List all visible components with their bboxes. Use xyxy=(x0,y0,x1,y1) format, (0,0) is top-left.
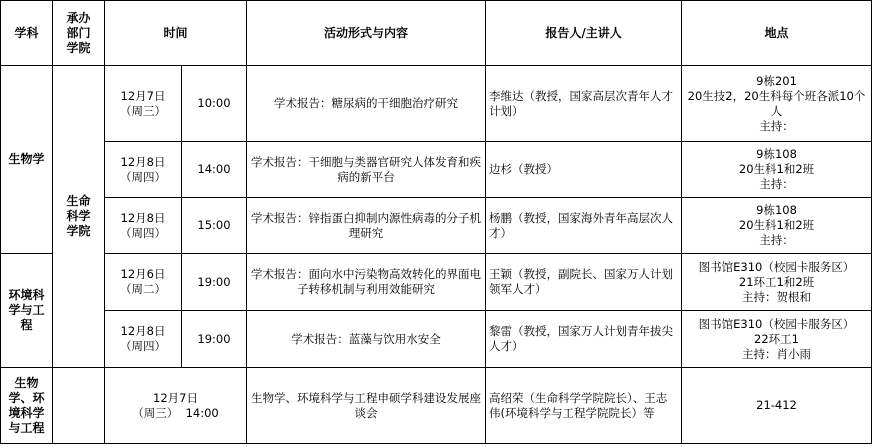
table-row xyxy=(1,254,872,311)
content-cell: 学术报告：干细胞与类器官研究人体发育和疾病的新平台 xyxy=(247,142,486,198)
location-cell: 图书馆E310（校园卡服务区） 22环工1 主持：肖小雨 xyxy=(682,311,872,368)
content-cell: 学术报告：面向水中污染物高效转化的界面电子转移机制与利用效能研究 xyxy=(247,254,486,311)
header-row xyxy=(1,1,872,66)
table-row xyxy=(1,142,872,198)
subject-environment: 环境科 学与工 程 xyxy=(1,254,53,368)
speaker-cell: 黎雷（教授，国家万人计划青年拔尖人才） xyxy=(486,311,682,368)
subject-bio-env: 生物 学、环 境科学 与工程 xyxy=(1,368,53,444)
dept-life-science: 生命 科学 学院 xyxy=(53,66,105,368)
header-subject: 学科 xyxy=(1,1,53,66)
datetime-cell xyxy=(105,368,247,444)
date-cell: 12月7日 （周三） xyxy=(105,66,182,142)
header-location: 地点 xyxy=(682,1,872,66)
location-cell: 21-412 xyxy=(682,368,872,444)
clock-cell: 19:00 xyxy=(182,254,247,311)
location-cell: 图书馆E310（校园卡服务区） 21环工1和2班 主持：贺根和 xyxy=(682,254,872,311)
clock-cell: 10:00 xyxy=(182,66,247,142)
header-time: 时间 xyxy=(105,1,247,66)
location-cell: 9栋108 20生科1和2班 主持： xyxy=(682,198,872,254)
speaker-cell: 杨鹏（教授，国家海外青年高层次人才） xyxy=(486,198,682,254)
header-speaker: 报告人/主讲人 xyxy=(486,1,682,66)
table-row xyxy=(1,368,872,444)
content-cell: 学术报告：蓝藻与饮用水安全 xyxy=(247,311,486,368)
date-cell: 12月8日 （周四） xyxy=(105,142,182,198)
subject-biology: 生物学 xyxy=(1,66,53,254)
date-cell: 12月8日 （周四） xyxy=(105,311,182,368)
table-row xyxy=(1,198,872,254)
content-cell: 生物学、环境科学与工程申硕学科建设发展座谈会 xyxy=(247,368,486,444)
date-cell: 12月6日 （周二） xyxy=(105,254,182,311)
location-cell: 9栋108 20生科1和2班 主持： xyxy=(682,142,872,198)
content-cell: 学术报告：锌指蛋白抑制内源性病毒的分子机理研究 xyxy=(247,198,486,254)
clock-cell: 15:00 xyxy=(182,198,247,254)
header-content: 活动形式与内容 xyxy=(247,1,486,66)
content-cell: 学术报告：糖尿病的干细胞治疗研究 xyxy=(247,66,486,142)
date-cell: 12月8日 （周四） xyxy=(105,198,182,254)
speaker-cell: 李维达（教授，国家高层次青年人才计划） xyxy=(486,66,682,142)
table-row xyxy=(1,311,872,368)
location-cell: 9栋201 20生技2，20生科每个班各派10个人 主持： xyxy=(682,66,872,142)
clock-text: 14:00 xyxy=(185,405,219,420)
table-row xyxy=(1,66,872,142)
clock-cell: 19:00 xyxy=(182,311,247,368)
speaker-cell: 王颖（教授，副院长、国家万人计划领军人才） xyxy=(486,254,682,311)
clock-cell: 14:00 xyxy=(182,142,247,198)
date-text: 12月7日 （周三） xyxy=(132,390,198,420)
speaker-cell: 高绍荣（生命科学学院院长）、王志伟(环境科学与工程学院院长）等 xyxy=(486,368,682,444)
header-dept: 承办 部门 学院 xyxy=(53,1,105,66)
speaker-cell: 边杉（教授） xyxy=(486,142,682,198)
dept-empty-cell xyxy=(53,368,105,444)
